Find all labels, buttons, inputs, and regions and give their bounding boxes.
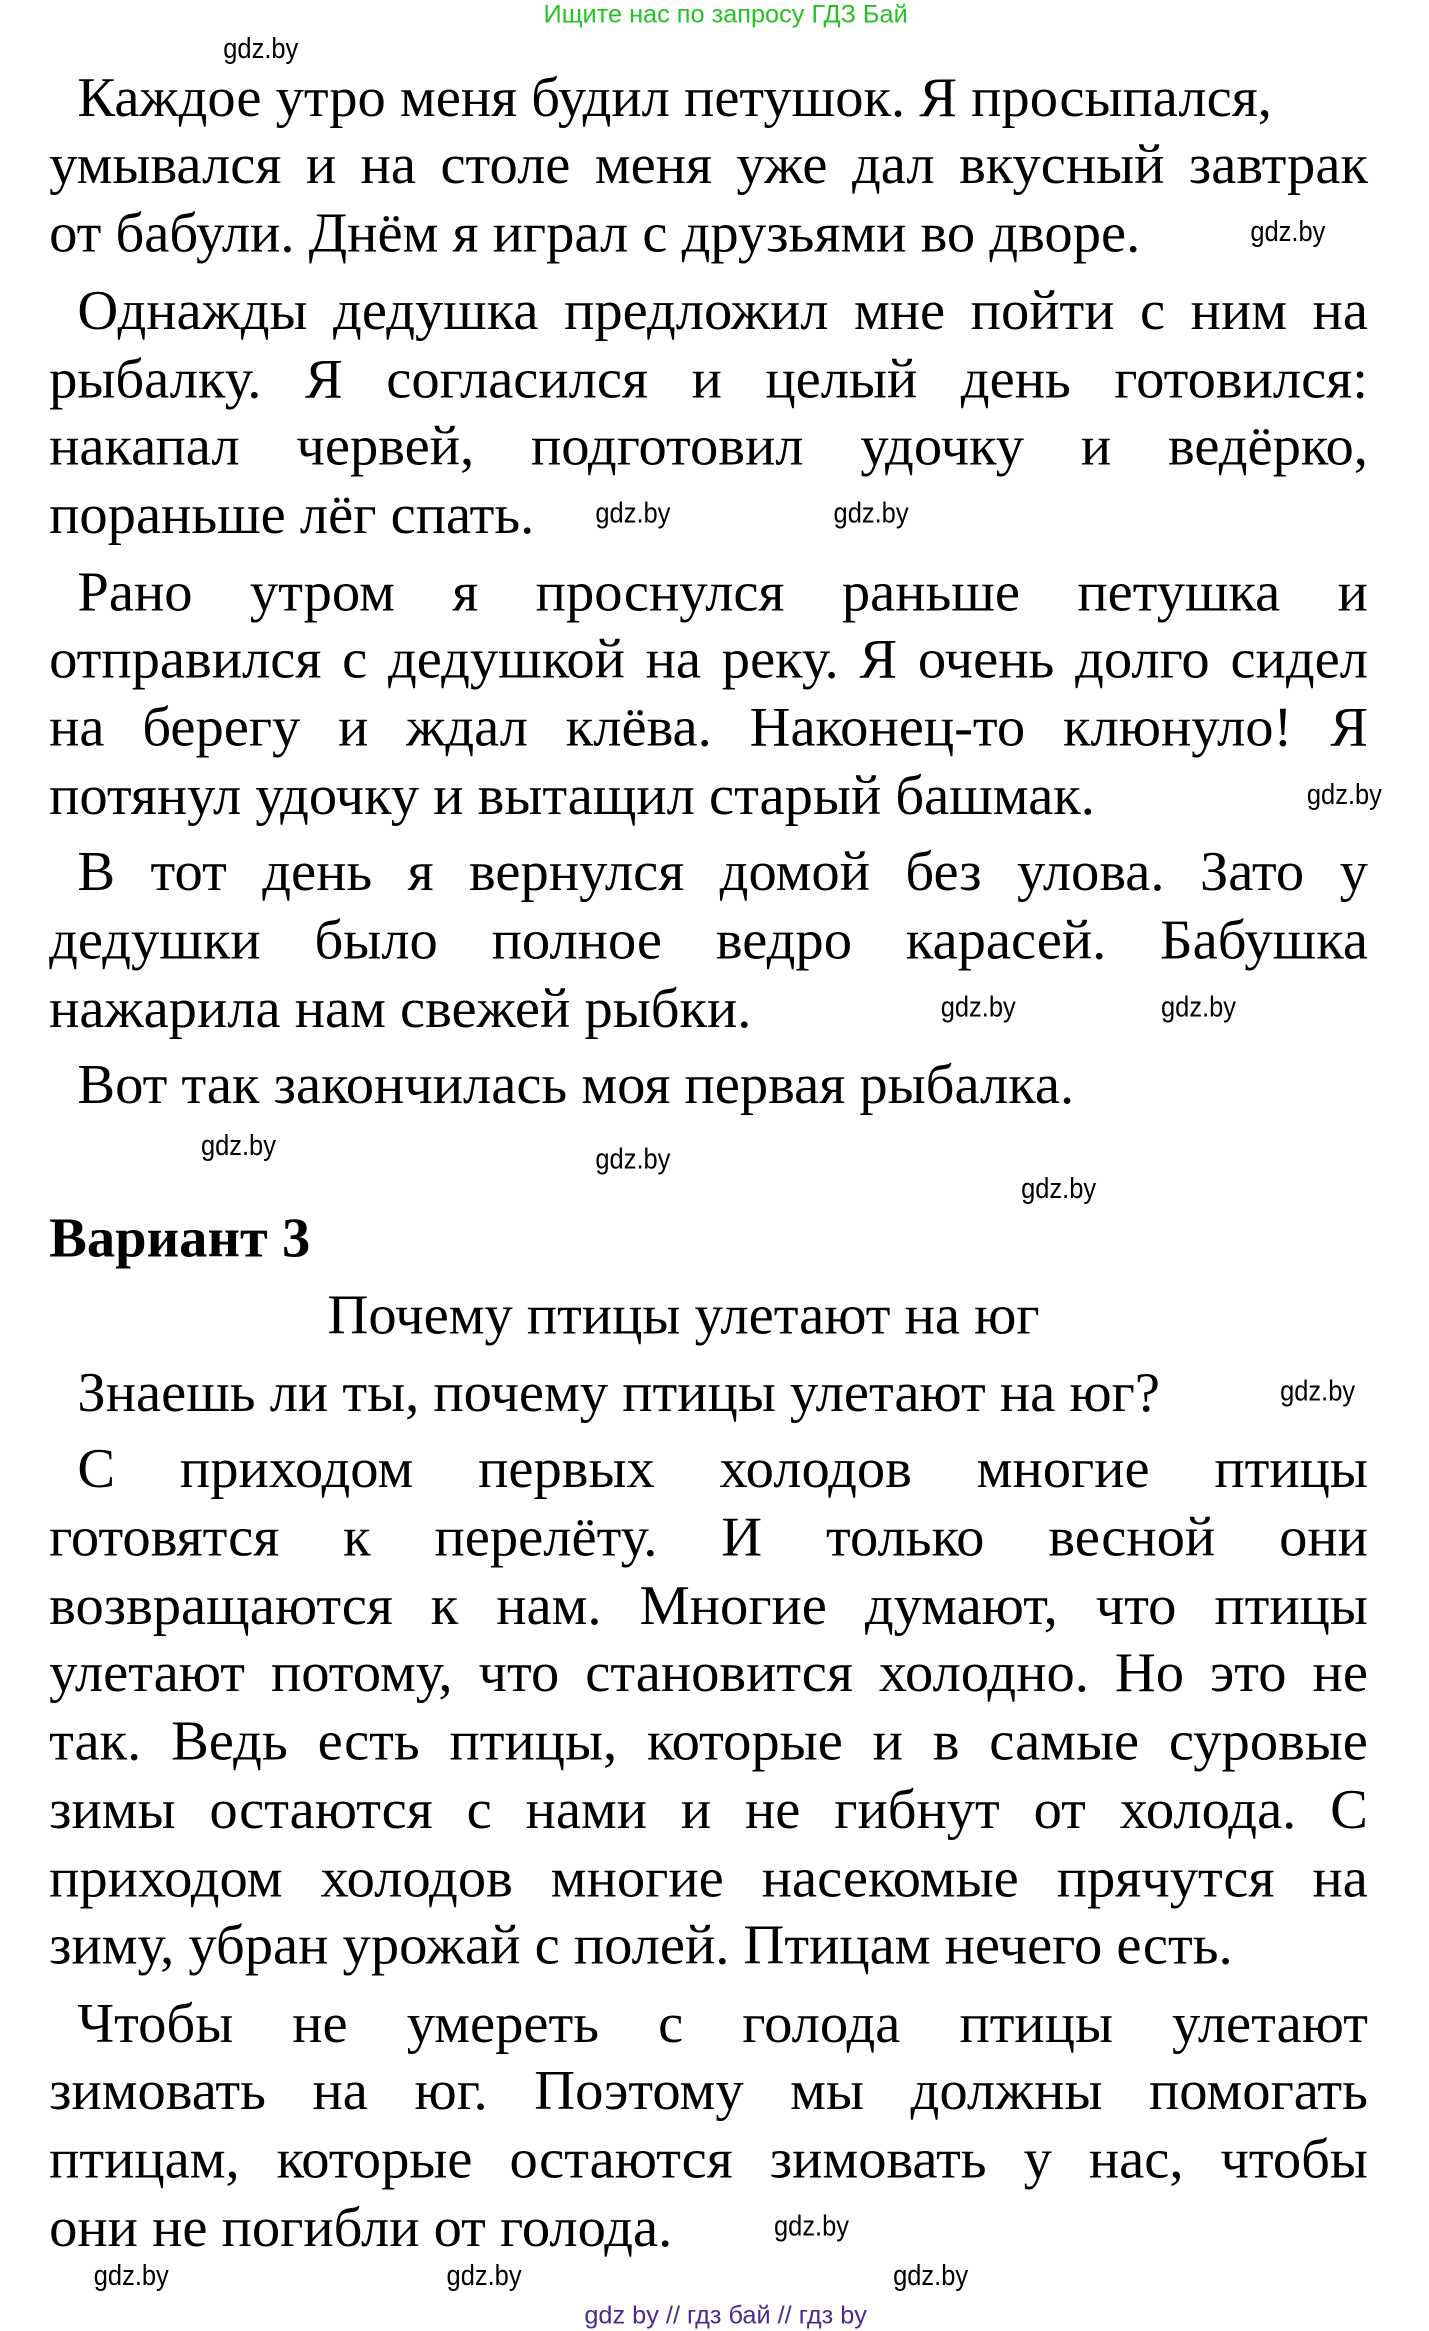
text-line: так. Ведь есть птицы, которые и в самые суровые (49, 1710, 1368, 1773)
text-line: отправился с дедушкой на реку. Я очень долго сидел (49, 628, 1368, 691)
text-line: улетают потому, что становится холодно. Но это не (49, 1641, 1368, 1705)
section-heading: Вариант 3 (49, 1207, 311, 1270)
watermark: gdz.by (833, 498, 909, 530)
text-line: зимовать на юг. Поэтому мы должны помогать (49, 2060, 1368, 2123)
watermark: gdz.by (446, 2261, 522, 2293)
text-line: зимы остаются с нами и не гибнут от холода. С (49, 1778, 1368, 1842)
text-line: зиму, убран урожай с полей. Птицам нечего есть. (49, 1914, 1233, 1977)
watermark: gdz.by (93, 2261, 169, 2293)
header-banner[interactable]: Ищите нас по запросу ГДЗ Бай (543, 0, 908, 29)
watermark: gdz.by (940, 992, 1016, 1025)
text-line: Рано утром я проснулся раньше петушка и (77, 561, 1368, 624)
text-line: накапал червей, подготовил удочку и ведёрко, (49, 415, 1368, 478)
watermark: gdz.by (1021, 1174, 1097, 1206)
watermark: gdz.by (1306, 779, 1382, 812)
text-line: приходом холодов многие насекомые прячутся на (49, 1847, 1368, 1910)
watermark: gdz.by (595, 1144, 671, 1176)
watermark: gdz.by (893, 2261, 969, 2293)
watermark: gdz.by (595, 498, 671, 530)
text-line: Однажды дедушка предложил мне пойти с ним на (77, 279, 1368, 343)
text-line: дедушки было полное ведро карасей. Бабушка (49, 909, 1368, 972)
text-line: птицам, которые остаются зимовать у нас, чтобы (49, 2128, 1368, 2192)
text-line: они не погибли от голода. (49, 2197, 673, 2260)
watermark: gdz.by (774, 2211, 850, 2244)
text-line: Вот так закончилась моя первая рыбалка. (77, 1053, 1075, 1117)
watermark: gdz.by (1161, 992, 1237, 1025)
text-line: рыбалку. Я согласился и целый день готовился: (49, 348, 1368, 411)
text-line: возвращаются к нам. Многие думают, что птицы (49, 1574, 1368, 1638)
text-line: готовятся к перелёту. И только весной они (49, 1506, 1368, 1569)
text-line: нажарила нам свежей рыбки. (49, 977, 752, 1041)
text-line: умывался и на столе меня уже дал вкусный завтрак (49, 133, 1368, 197)
text-line: В тот день я вернулся домой без улова. Зато у (77, 841, 1368, 904)
text-line: потянул удочку и вытащил старый башмак. (49, 765, 1095, 828)
text-line: на берегу и ждал клёва. Наконец-то клюнуло! Я (49, 696, 1368, 760)
watermark: gdz.by (223, 34, 299, 66)
text-title: Почему птицы улетают на юг (327, 1284, 1040, 1348)
text-line: Знаешь ли ты, почему птицы улетают на юг? (77, 1361, 1160, 1425)
text-line: от бабули. Днём я играл с друзьями во дворе. (49, 202, 1141, 265)
watermark: gdz.by (200, 1131, 276, 1163)
text-line: С приходом первых холодов многие птицы (77, 1437, 1368, 1501)
watermark: gdz.by (1280, 1376, 1356, 1409)
footer-links[interactable]: gdz by // гдз бай // гдз by (584, 2301, 867, 2330)
text-line: Каждое утро меня будил петушок. Я просыпался, (77, 66, 1272, 130)
watermark: gdz.by (1250, 217, 1326, 249)
text-line: Чтобы не умереть с голода птицы улетают (77, 1993, 1368, 2056)
text-line: пораньше лёг спать. (49, 483, 535, 547)
